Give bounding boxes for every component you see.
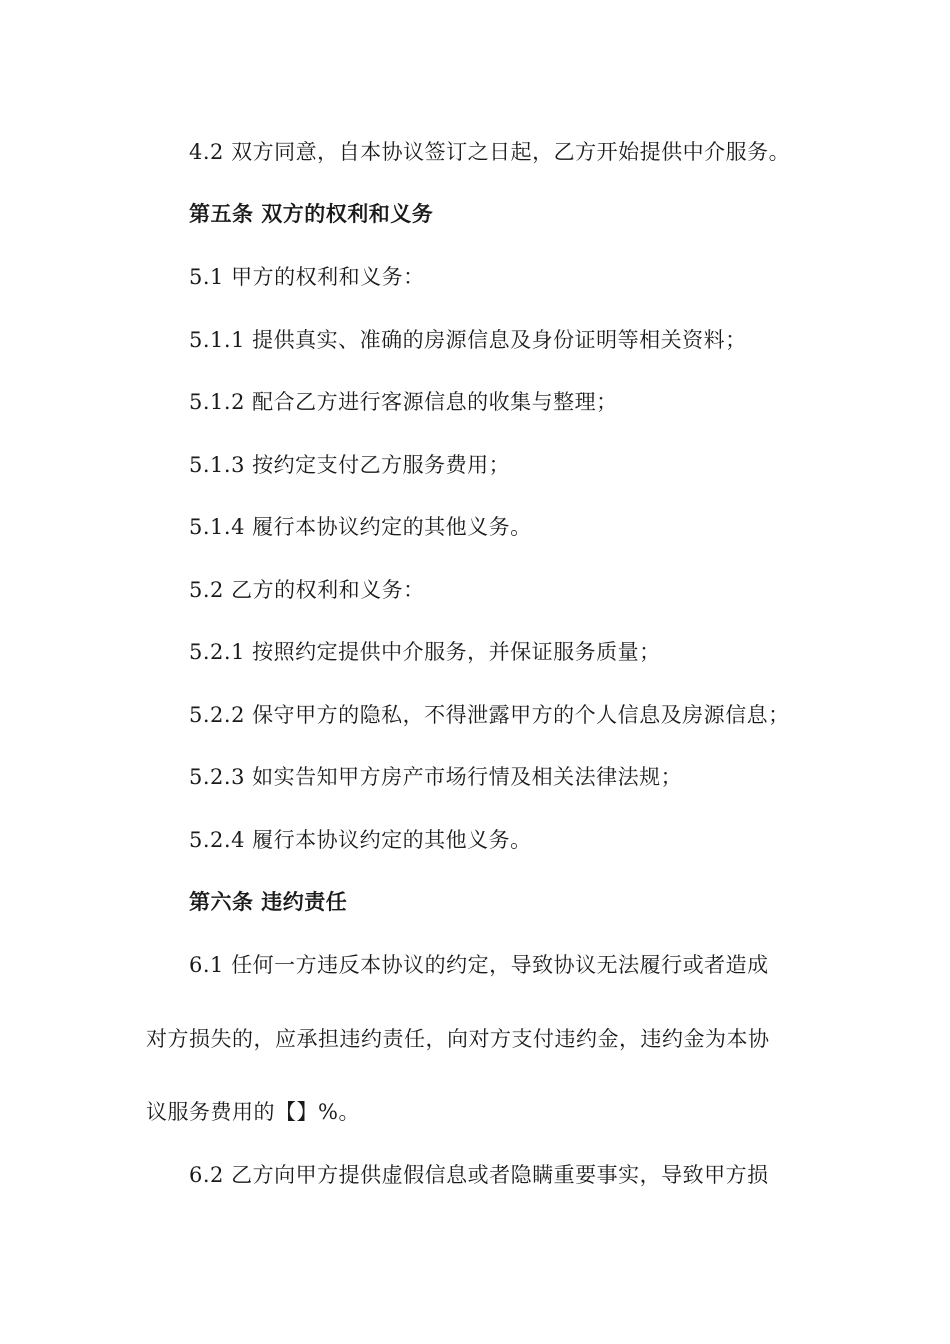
clause-6-1-line-1: 6.1 任何一方违反本协议的约定，导致协议无法履行或者造成: [189, 953, 769, 977]
clause-6-1-line-3: 议服务费用的【】%。: [146, 1100, 360, 1124]
clause-5-1-1: 5.1.1 提供真实、准确的房源信息及身份证明等相关资料；: [189, 328, 747, 352]
clause-6-1-line-2: 对方损失的，应承担违约责任，向对方支付违约金，违约金为本协: [146, 1027, 770, 1051]
clause-6-2-line-1: 6.2 乙方向甲方提供虚假信息或者隐瞒重要事实，导致甲方损: [189, 1163, 769, 1187]
clause-5-2-2: 5.2.2 保守甲方的隐私，不得泄露甲方的个人信息及房源信息；: [189, 703, 790, 727]
article-6-heading: 第六条 违约责任: [189, 889, 348, 914]
clause-4-2: 4.2 双方同意，自本协议签订之日起，乙方开始提供中介服务。: [189, 140, 791, 164]
clause-5-2-3: 5.2.3 如实告知甲方房产市场行情及相关法律法规；: [189, 765, 683, 789]
clause-5-1-2: 5.1.2 配合乙方进行客源信息的收集与整理；: [189, 390, 618, 414]
clause-5-1: 5.1 甲方的权利和义务：: [189, 265, 425, 289]
article-5-heading: 第五条 双方的权利和义务: [189, 201, 434, 226]
clause-5-2-1: 5.2.1 按照约定提供中介服务，并保证服务质量；: [189, 640, 661, 664]
clause-5-2: 5.2 乙方的权利和义务：: [189, 578, 425, 602]
clause-5-2-4: 5.2.4 履行本协议约定的其他义务。: [189, 828, 532, 852]
clause-5-1-3: 5.1.3 按约定支付乙方服务费用；: [189, 453, 511, 477]
clause-5-1-4: 5.1.4 履行本协议约定的其他义务。: [189, 515, 532, 539]
